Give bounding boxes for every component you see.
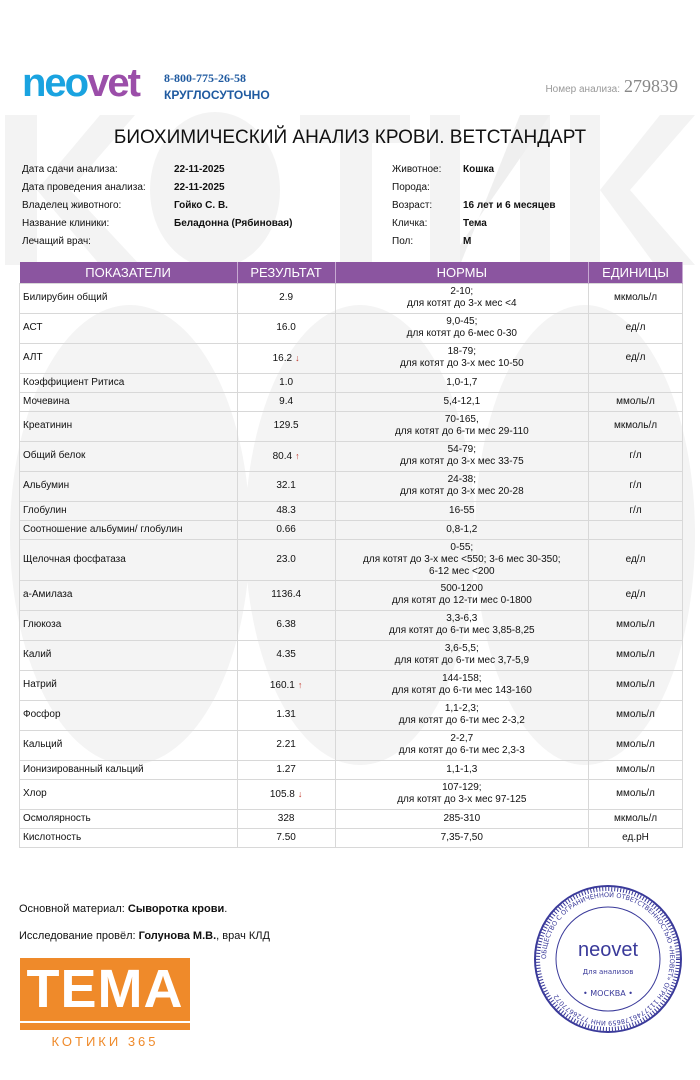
units: ед/л: [589, 343, 683, 373]
units: ед/л: [589, 580, 683, 610]
info-left-label: Дата проведения анализа:: [22, 182, 146, 193]
result-number: 9.4: [279, 395, 294, 407]
svg-text:Для анализов: Для анализов: [582, 968, 634, 976]
result-number: 129.5: [273, 420, 299, 431]
result-number: 7.50: [276, 831, 296, 843]
result-value: [237, 580, 335, 610]
info-right-labels: [392, 161, 441, 251]
table-row: [20, 411, 683, 441]
norms: [335, 343, 588, 373]
norm-line: для котят до 6-ти мес 3,85-8,25: [389, 625, 535, 636]
norm-line: для котят до 12-ти мес 0-1800: [391, 595, 532, 606]
norm-line: 2-2,7: [450, 733, 474, 744]
tema-logo: ТЕМА КОТИКИ 365: [20, 958, 190, 1038]
units: ммоль/л: [589, 392, 683, 411]
result-value: [237, 730, 335, 760]
result-value: [237, 610, 335, 640]
norms: [335, 730, 588, 760]
norms: [335, 610, 588, 640]
norms: [335, 779, 588, 809]
info-right-values: [463, 161, 556, 251]
units: ед.рН: [589, 828, 683, 847]
norms: [335, 760, 588, 779]
indicator-name: Билирубин общий: [20, 283, 238, 313]
norm-line: 6-12 мес <200: [429, 565, 495, 577]
units: ммоль/л: [589, 610, 683, 640]
norm-line: 5,4-12,1: [443, 395, 481, 407]
result-value: [237, 809, 335, 828]
norm-line: 54-79;: [447, 444, 476, 455]
units: [589, 520, 683, 539]
result-number: 80.4: [272, 450, 293, 462]
units: г/л: [589, 441, 683, 471]
table-row: [20, 580, 683, 610]
norm-line: 1,1-2,3;: [444, 703, 479, 714]
units: мкмоль/л: [589, 283, 683, 313]
table-row: [20, 779, 683, 809]
info-right-label: Кличка:: [392, 218, 428, 229]
units: ммоль/л: [589, 670, 683, 700]
info-left-label: Лечащий врач:: [22, 236, 91, 247]
norms: [335, 373, 588, 392]
norms: [335, 640, 588, 670]
norm-line: 500-1200: [440, 583, 483, 594]
indicator-name: Щелочная фосфатаза: [20, 539, 238, 580]
norms: [335, 809, 588, 828]
result-value: [237, 373, 335, 392]
indicator-name: Калий: [20, 640, 238, 670]
result-value: [237, 520, 335, 539]
units: ммоль/л: [589, 779, 683, 809]
hours-label: КРУГЛОСУТОЧНО: [164, 88, 270, 102]
indicator-name: а-Амилаза: [20, 580, 238, 610]
table-row: [20, 640, 683, 670]
norms: [335, 520, 588, 539]
norm-line: 107-129;: [442, 782, 482, 793]
result-number: 32.1: [276, 480, 296, 491]
phone-number: 8-800-775-26-58: [164, 71, 246, 85]
indicator-name: АЛТ: [20, 343, 238, 373]
units: ед/л: [589, 539, 683, 580]
result-number: 16.0: [276, 322, 296, 333]
arrow-up-icon: ↑: [297, 679, 303, 690]
norms: [335, 700, 588, 730]
norm-line: для котят до 3-х мес <4: [407, 298, 517, 309]
indicator-name: Коэффициент Ритиса: [20, 373, 238, 392]
norm-line: для котят до 3-х мес 33-75: [399, 456, 524, 467]
info-left-value: 22-11-2025: [174, 164, 225, 175]
info-left-labels: [22, 161, 146, 251]
result-value: [237, 779, 335, 809]
info-right-label: Пол:: [392, 236, 414, 247]
info-right-label: Порода:: [392, 182, 430, 193]
norm-line: для котят до 6-ти мес 3,7-5,9: [394, 655, 530, 666]
units: [589, 373, 683, 392]
info-left-label: Название клиники:: [22, 218, 110, 229]
norm-line: для котят до 6-ти мес 143-160: [391, 685, 532, 696]
units: ммоль/л: [589, 730, 683, 760]
table-row: [20, 392, 683, 411]
header-indicators: ПОКАЗАТЕЛИ: [20, 262, 238, 283]
result-number: 1.27: [276, 763, 296, 775]
result-number: 0.66: [276, 523, 296, 535]
info-right-label: Животное:: [392, 164, 442, 175]
norm-line: 1,0-1,7: [446, 376, 478, 388]
result-value: [237, 283, 335, 313]
units: г/л: [589, 471, 683, 501]
result-value: [237, 471, 335, 501]
info-left-label: Владелец животного:: [22, 200, 122, 211]
result-value: [237, 670, 335, 700]
result-number: 1.0: [279, 376, 294, 388]
units: ед/л: [589, 313, 683, 343]
analysis-number: Номер анализа: 279839: [545, 76, 678, 96]
svg-text:neovet: neovet: [577, 939, 639, 961]
table-row: [20, 283, 683, 313]
result-number: 328: [277, 812, 295, 824]
indicator-name: Альбумин: [20, 471, 238, 501]
results-table: [19, 262, 683, 848]
result-number: 105.8: [269, 788, 295, 800]
result-value: [237, 392, 335, 411]
indicator-name: Осмолярность: [20, 809, 238, 828]
norm-line: 2-10;: [450, 286, 474, 297]
result-value: [237, 828, 335, 847]
result-value: [237, 313, 335, 343]
info-left-value: [174, 233, 292, 251]
result-number: 16.2: [272, 352, 293, 364]
result-value: [237, 640, 335, 670]
result-value: [237, 411, 335, 441]
indicator-name: Глюкоза: [20, 610, 238, 640]
table-row: [20, 520, 683, 539]
table-row: [20, 441, 683, 471]
page-title: БИОХИМИЧЕСКИЙ АНАЛИЗ КРОВИ. ВЕТСТАНДАРТ: [113, 127, 587, 148]
indicator-name: Мочевина: [20, 392, 238, 411]
table-row: [20, 539, 683, 580]
norms: [335, 283, 588, 313]
result-number: 48.3: [276, 504, 296, 516]
table-row: [20, 610, 683, 640]
result-number: 1136.4: [271, 589, 302, 600]
info-right-value: Тема: [463, 218, 487, 229]
result-value: [237, 700, 335, 730]
norm-line: 285-310: [443, 812, 481, 824]
info-right-value: 16 лет и 6 месяцев: [463, 200, 556, 211]
norms: [335, 471, 588, 501]
norm-line: 1,1-1,3: [446, 763, 478, 775]
info-left-label: Дата сдачи анализа:: [22, 164, 118, 175]
units: ммоль/л: [589, 640, 683, 670]
table-row: [20, 809, 683, 828]
norm-line: для котят до 6-ти мес 29-110: [394, 426, 529, 437]
table-row: [20, 501, 683, 520]
table-row: [20, 313, 683, 343]
indicator-name: Натрий: [20, 670, 238, 700]
table-row: [20, 700, 683, 730]
norms: [335, 539, 588, 580]
svg-text:• МОСКВА •: • МОСКВА •: [583, 989, 633, 998]
arrow-down-icon: ↓: [297, 788, 303, 799]
info-right-label: Возраст:: [392, 200, 433, 211]
indicator-name: Хлор: [20, 779, 238, 809]
units: мкмоль/л: [589, 809, 683, 828]
indicator-name: Соотношение альбумин/ глобулин: [20, 520, 238, 539]
neovet-logo: neovet: [22, 61, 139, 105]
performed-by-line: Исследование провёл: Голунова М.В., врач КЛД: [19, 930, 270, 942]
indicator-name: Общий белок: [20, 441, 238, 471]
info-right-value: Кошка: [463, 164, 495, 175]
norms: [335, 392, 588, 411]
norm-line: 0,8-1,2: [446, 523, 478, 535]
norm-line: для котят до 3-х мес 97-125: [397, 794, 527, 805]
indicator-name: Кальций: [20, 730, 238, 760]
norm-line: 24-38;: [447, 474, 476, 485]
info-left-values: [174, 161, 292, 251]
norm-line: 70-165,: [444, 414, 479, 425]
result-number: 23.0: [276, 553, 296, 565]
norms: [335, 411, 588, 441]
result-value: [237, 343, 335, 373]
norms: [335, 313, 588, 343]
result-number: 4.35: [276, 649, 296, 660]
info-right-value: [463, 179, 556, 197]
arrow-down-icon: ↓: [295, 352, 300, 363]
norm-line: для котят до 3-х мес <550; 3-6 мес 30-350;: [363, 553, 561, 565]
result-number: 2.21: [276, 739, 296, 750]
norms: [335, 828, 588, 847]
norm-line: для котят до 6-ти мес 2-3,2: [398, 715, 525, 726]
norm-line: для котят до 6-ти мес 2,3-3: [398, 745, 525, 756]
table-row: [20, 730, 683, 760]
table-row: [20, 471, 683, 501]
result-number: 1.31: [276, 709, 296, 720]
indicator-name: АСТ: [20, 313, 238, 343]
result-value: [237, 539, 335, 580]
indicator-name: Кислотность: [20, 828, 238, 847]
norms: [335, 580, 588, 610]
table-row: [20, 670, 683, 700]
info-left-value: Гойко С. В.: [174, 200, 228, 211]
norm-line: 3,3-6,3: [446, 613, 478, 624]
norm-line: 0-55;: [450, 541, 474, 553]
result-number: 6.38: [276, 619, 296, 630]
norms: [335, 501, 588, 520]
material-line: Основной материал: Сыворотка крови.: [19, 903, 228, 915]
norms: [335, 670, 588, 700]
indicator-name: Глобулин: [20, 501, 238, 520]
clinic-stamp: [533, 884, 683, 1034]
indicator-name: Фосфор: [20, 700, 238, 730]
info-right-value: М: [463, 236, 472, 247]
norm-line: 16-55: [449, 504, 475, 516]
norms: [335, 441, 588, 471]
info-left-value: Беладонна (Рябиновая): [174, 218, 293, 229]
result-number: 160.1: [269, 679, 295, 691]
units: ммоль/л: [589, 760, 683, 779]
svg-text:ОБЩЕСТВО С ОГРАНИЧЕННОЙ ОТВЕТС: ОБЩЕСТВО С ОГРАНИЧЕННОЙ ОТВЕТСТВЕННОСТЬЮ «НЕОВЕТ» ОГРН 1117746178659 ИНН 7726677072: [539, 890, 677, 1028]
info-left-value: 22-11-2025: [174, 182, 225, 193]
units: мкмоль/л: [589, 411, 683, 441]
result-number: 2.9: [279, 292, 294, 303]
norm-line: для котят до 3-х мес 10-50: [399, 358, 524, 369]
norm-line: 7,35-7,50: [440, 831, 483, 843]
result-value: [237, 441, 335, 471]
arrow-up-icon: ↑: [295, 450, 300, 461]
result-value: [237, 760, 335, 779]
table-row: [20, 760, 683, 779]
header-norms: НОРМЫ: [335, 262, 588, 283]
indicator-name: Креатинин: [20, 411, 238, 441]
norm-line: 9,0-45;: [446, 316, 478, 327]
norm-line: 18-79;: [447, 346, 476, 357]
norm-line: 3,6-5,5;: [444, 643, 479, 654]
table-row: [20, 343, 683, 373]
units: г/л: [589, 501, 683, 520]
norm-line: 144-158;: [442, 673, 482, 684]
table-row: [20, 373, 683, 392]
indicator-name: Ионизированный кальций: [20, 760, 238, 779]
result-value: [237, 501, 335, 520]
header-result: РЕЗУЛЬТАТ: [237, 262, 335, 283]
table-row: [20, 828, 683, 847]
units: ммоль/л: [589, 700, 683, 730]
header-units: ЕДИНИЦЫ: [589, 262, 683, 283]
norm-line: для котят до 3-х мес 20-28: [399, 486, 524, 497]
norm-line: для котят до 6-мес 0-30: [406, 328, 517, 339]
